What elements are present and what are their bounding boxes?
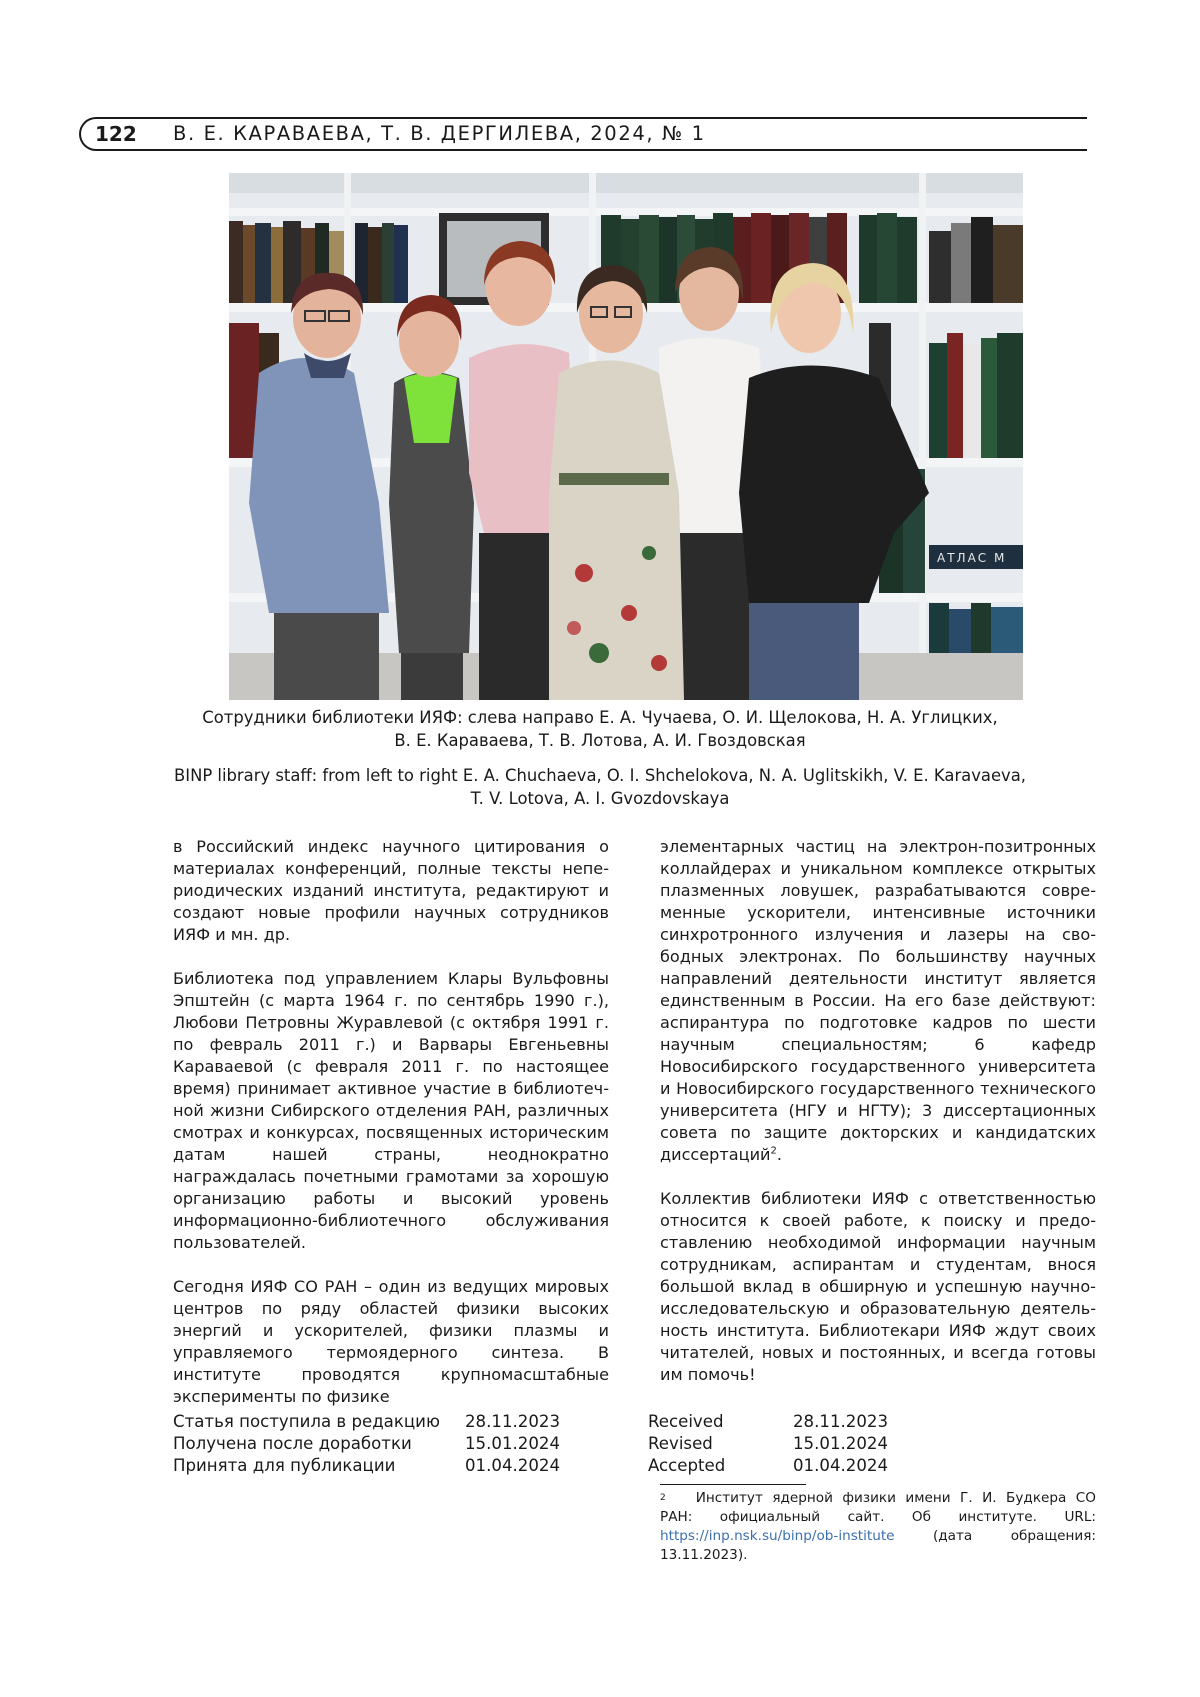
date-value: 28.11.2023 bbox=[465, 1412, 561, 1431]
date-value: 28.11.2023 bbox=[793, 1412, 889, 1431]
date-value: 15.01.2024 bbox=[465, 1434, 561, 1453]
paragraph-end: . bbox=[776, 1145, 783, 1164]
date-row bbox=[173, 1455, 560, 1477]
date-label: Принята для публикации bbox=[173, 1456, 396, 1475]
footnote-number: 2 bbox=[660, 1493, 666, 1503]
date-label: Accepted bbox=[648, 1456, 726, 1475]
figure-caption-ru bbox=[150, 706, 1050, 752]
book-spine-text: АТЛАС М bbox=[937, 551, 1007, 565]
date-label: Статья поступила в редакцию bbox=[173, 1412, 440, 1431]
date-label: Получена после доработки bbox=[173, 1434, 412, 1453]
date-value: 15.01.2024 bbox=[793, 1434, 889, 1453]
dates-russian bbox=[173, 1411, 560, 1477]
caption-en-line-1: BINP library staff: from left to right E. A. Chuchaeva, O. I. Shchelokova, N. A. Uglitskikh, V. E. Karavaeva, bbox=[173, 766, 1027, 785]
caption-ru-line-2: В. Е. Караваева, Т. В. Лотова, А. И. Гвоздовская bbox=[394, 731, 806, 750]
paragraph: Сегодня ИЯФ СО РАН – один из ведущих мировых центров по ряду областей физики высоких энергий и ускорителей, физики плазмы и управляемого термоядерного синтеза. В институте проводятся крупномасштабные эксперименты по физике bbox=[173, 1277, 609, 1406]
date-row bbox=[648, 1433, 888, 1455]
date-row bbox=[648, 1455, 888, 1477]
footnote-link[interactable]: https://inp.nsk.su/binp/ob-institute bbox=[660, 1528, 895, 1544]
staff-photo bbox=[229, 173, 1023, 700]
date-value: 01.04.2024 bbox=[793, 1456, 889, 1475]
paragraph: в Российский индекс научного цитирования о материалах конференций, полные тексты непериодических изданий института, редактируют и создают новые профили научных сотрудников ИЯФ и мн. др. bbox=[173, 837, 609, 944]
date-row bbox=[648, 1411, 888, 1433]
running-header bbox=[79, 117, 1087, 151]
footnote-rule bbox=[660, 1484, 806, 1485]
footnote bbox=[660, 1489, 1096, 1565]
footnote-text: Институт ядерной физики имени Г. И. Будкера СО РАН: официальный сайт. Об институте. URL: bbox=[660, 1490, 1096, 1525]
paragraph: Коллектив библиотеки ИЯФ с ответственностью относится к своей работе, к поиску и предоставлению необходимой информации научным сотрудникам, аспирантам и студентам, внося большой вклад в обширную и успешную научно-исследовательскую и образовательную деятельность института. Библиотекари ИЯФ ждут своих читателей, новых и постоянных, и всегда готовы им помочь! bbox=[660, 1189, 1096, 1384]
date-label: Revised bbox=[648, 1434, 713, 1453]
caption-ru-line-1: Сотрудники библиотеки ИЯФ: слева направо Е. А. Чучаева, О. И. Щелокова, Н. А. Углицких, bbox=[202, 708, 998, 727]
dates-english bbox=[648, 1411, 888, 1477]
paragraph bbox=[660, 836, 1096, 1166]
caption-en-line-2: T. V. Lotova, A. I. Gvozdovskaya bbox=[470, 789, 730, 808]
paragraph-text: элементарных частиц на электрон-позитронных коллайдерах и уникальном комплексе открытых плазменных ловушек, разрабатываются современные ускорители, интенсивные источники синхротронного излучения и лазеры на свободных электронах. По большинству научных направлений деятельности институт является единственным в России. На его базе действуют: аспирантура по подготовке кадров по шести научным специальностям; 6 кафедр Новосибирского государственного университета и Новосибирского государственного технического университета (НГУ и НГТУ); 3 диссертационных совета по защите докторских и кандидатских диссертаций bbox=[660, 837, 1096, 1164]
body-column-left bbox=[173, 836, 609, 1430]
running-title: В. Е. КАРАВАЕВА, Т. В. ДЕРГИЛЕВА, 2024, № 1 bbox=[173, 122, 706, 145]
figure-caption-en bbox=[150, 764, 1050, 810]
paragraph: Библиотека под управлением Клары Вульфовны Эпштейн (с марта 1964 г. по сентябрь 1990 г.), Любови Петровны Журавлевой (с октября 1991 г. по февраль 2011 г.) и Варвары Евгеньевны Караваевой (с февраля 2011 г. по настоящее время) принимает активное участие в библиотечной жизни Сибирского отделения РАН, различных смотрах и конкурсах, посвященных историческим датам нашей страны, неоднократно награждалась почетными грамотами за хорошую организацию работы и высокий уровень информационно-библиотечного обслуживания пользователей. bbox=[173, 969, 609, 1252]
footnote-suffix: (дата обращения: 13.11.2023). bbox=[660, 1528, 1096, 1563]
body-column-right bbox=[660, 836, 1096, 1408]
date-row bbox=[173, 1411, 560, 1433]
date-row bbox=[173, 1433, 560, 1455]
date-label: Received bbox=[648, 1412, 724, 1431]
page-number: 122 bbox=[95, 122, 137, 146]
footnote-ref[interactable]: 2 bbox=[770, 1145, 777, 1157]
date-value: 01.04.2024 bbox=[465, 1456, 561, 1475]
